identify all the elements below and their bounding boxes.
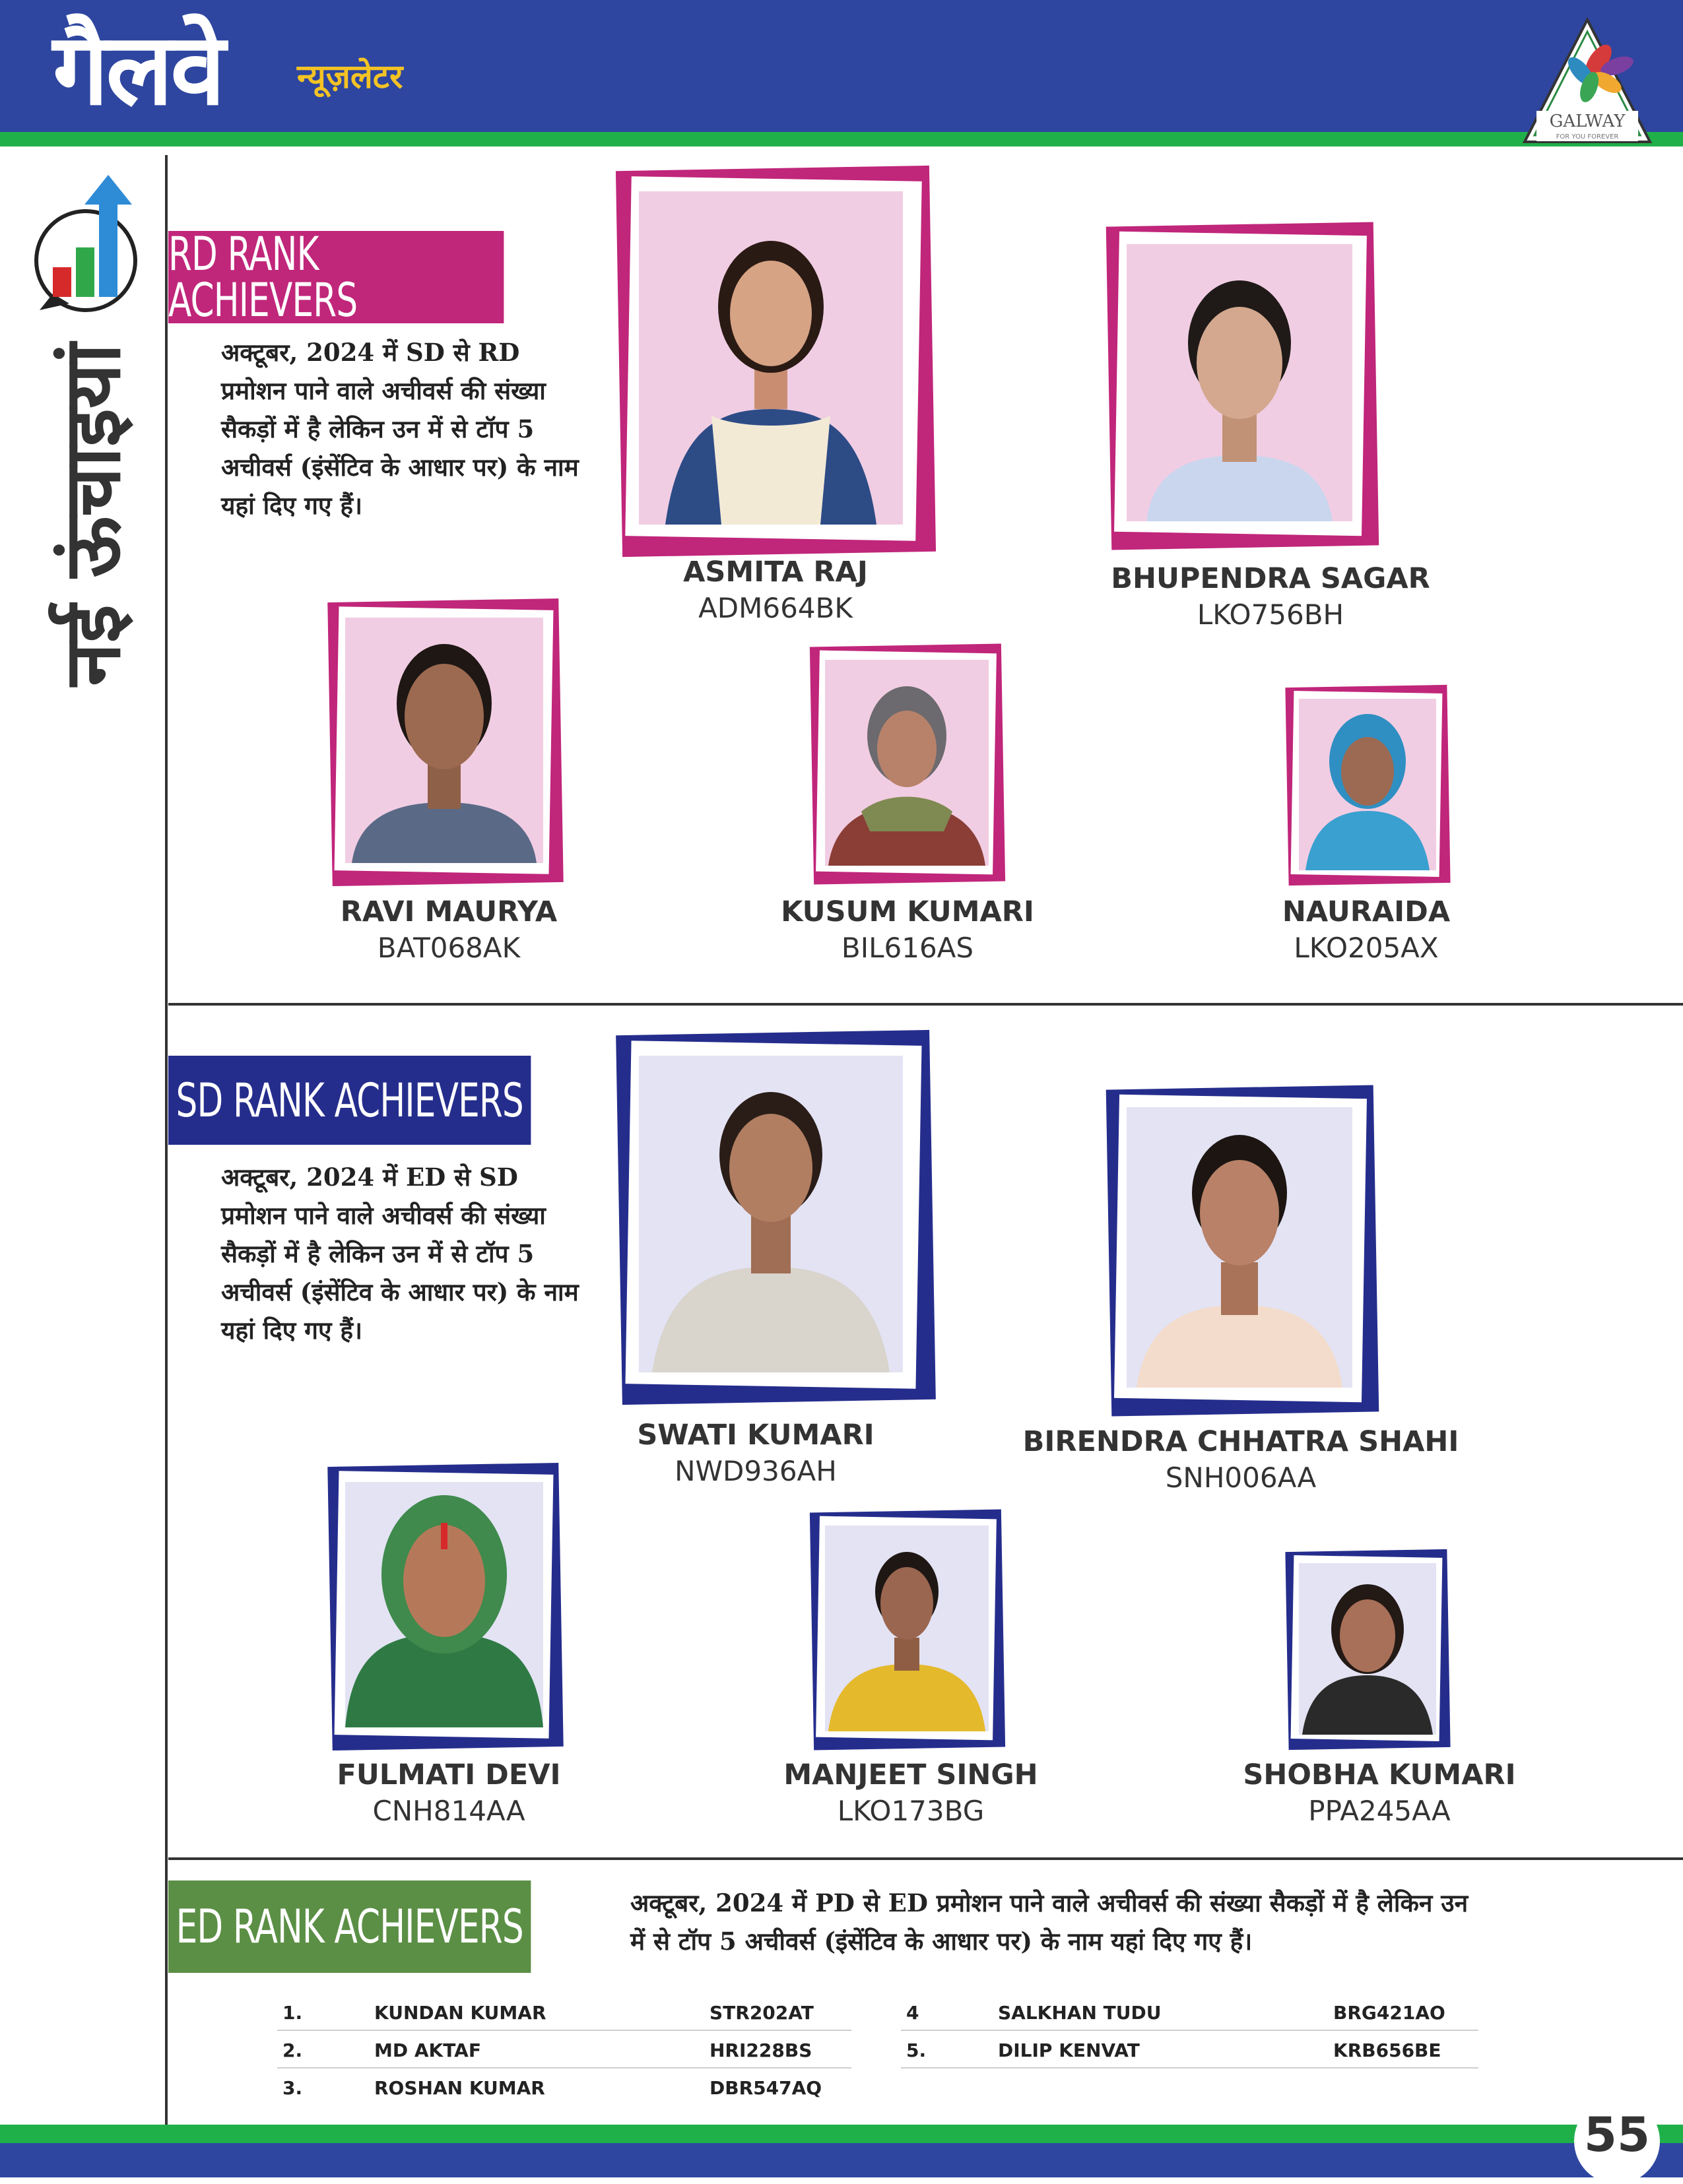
- rd-banner: [168, 227, 504, 327]
- rd-achiever-name-1: ASMITA RAJ: [683, 556, 868, 589]
- rd-banner-title: RD RANK ACHIEVERS: [168, 227, 358, 327]
- newsletter-brand: गैलवे: [53, 11, 223, 127]
- rd-achiever-name-5: NAURAIDA: [1282, 895, 1451, 928]
- ed-row-num: 5.: [906, 2039, 927, 2061]
- ed-row-code: BRG421AO: [1333, 2002, 1445, 2024]
- ed-row-code: DBR547AQ: [710, 2077, 822, 2099]
- sd-photo-5: [1287, 1551, 1449, 1749]
- ed-banner-title: ED RANK ACHIEVERS: [176, 1900, 523, 1954]
- header-stripe: [0, 132, 1683, 146]
- ed-row-name: ROSHAN KUMAR: [374, 2077, 545, 2099]
- sd-achiever-code-2: SNH006AA: [1165, 1461, 1317, 1494]
- rd-achiever-code-5: LKO205AX: [1294, 932, 1439, 964]
- ed-table-row: [277, 1993, 851, 2031]
- sd-description: अक्टूबर, 2024 में ED से SD प्रमोशन पाने वाले अचीवर्स की संख्या सैकड़ों में है लेकिन उन में से टॉप 5 अचीवर्स (इंसेंटिव के आधार पर) के नाम यहां दिए गए हैं।: [221, 1163, 579, 1345]
- rd-photo-2: [1109, 224, 1376, 548]
- sd-photo-2: [1109, 1087, 1376, 1414]
- rd-achiever-name-3: RAVI MAURYA: [340, 895, 558, 928]
- ed-row-name: DILIP KENVAT: [998, 2039, 1140, 2061]
- sd-photo-1: [619, 1033, 933, 1402]
- sd-banner-title: SD RANK ACHIEVERS: [176, 1073, 523, 1128]
- sd-photo-3: [330, 1465, 561, 1749]
- ed-table-row: [277, 2068, 851, 2105]
- sd-achiever-code-1: NWD936AH: [675, 1455, 837, 1487]
- sd-achiever-name-1: SWATI KUMARI: [637, 1419, 874, 1452]
- rd-photo-1: [619, 168, 933, 554]
- section-divider-1: [168, 1003, 1683, 1006]
- sd-photo-4: [812, 1511, 1003, 1749]
- rd-achiever-code-1: ADM664BK: [698, 592, 853, 624]
- growth-chart-icon: [33, 168, 145, 320]
- rd-achiever-code-4: BIL616AS: [841, 932, 974, 964]
- ed-row-num: 3.: [282, 2077, 303, 2099]
- rd-photo-4: [812, 645, 1003, 883]
- rd-photo-5: [1287, 686, 1449, 884]
- header-bar: [0, 0, 1683, 132]
- sd-achiever-code-5: PPA245AA: [1308, 1795, 1451, 1827]
- rd-description: अक्टूबर, 2024 में SD से RD प्रमोशन पाने वाले अचीवर्स की संख्या सैकड़ों में है लेकिन उन में से टॉप 5 अचीवर्स (इंसेंटिव के आधार पर) के नाम यहां दिए गए हैं।: [221, 338, 579, 520]
- rd-achiever-name-4: KUSUM KUMARI: [781, 895, 1034, 928]
- sd-banner: [168, 1056, 531, 1145]
- rd-achiever-code-3: BAT068AK: [377, 932, 521, 964]
- sd-achiever-code-3: CNH814AA: [372, 1795, 525, 1827]
- logo-text: GALWAY: [1549, 112, 1626, 131]
- ed-description: अक्टूबर, 2024 में PD से ED प्रमोशन पाने वाले अचीवर्स की संख्या सैकड़ों में है लेकिन उन में से टॉप 5 अचीवर्स (इंसेंटिव के आधार पर) के नाम यहां दिए गए हैं।: [630, 1888, 1468, 1956]
- sd-achiever-name-5: SHOBHA KUMARI: [1243, 1758, 1516, 1791]
- galway-logo: [1518, 13, 1657, 145]
- footer-bar: [0, 2143, 1683, 2177]
- side-title-text: नई ऊंचाइयां: [46, 343, 138, 686]
- ed-row-name: KUNDAN KUMAR: [374, 2002, 546, 2024]
- ed-row-num: 4: [906, 2002, 919, 2024]
- newsletter-subtitle: न्यूज़लेटर: [297, 57, 403, 96]
- ed-row-num: 1.: [282, 2002, 303, 2024]
- ed-banner: [168, 1880, 531, 1973]
- footer-stripe: [0, 2125, 1683, 2143]
- rd-photo-3: [330, 600, 561, 884]
- ed-table-row: [901, 2030, 1478, 2069]
- rd-achiever-name-2: BHUPENDRA SAGAR: [1111, 562, 1430, 595]
- logo-tagline: FOR YOU FOREVER: [1556, 133, 1619, 141]
- ed-row-code: STR202AT: [710, 2002, 814, 2024]
- ed-table-row: [277, 2030, 851, 2069]
- ed-row-name: SALKHAN TUDU: [998, 2002, 1162, 2024]
- section-divider-2: [168, 1857, 1683, 1860]
- sd-achiever-name-3: FULMATI DEVI: [337, 1758, 561, 1791]
- sd-achiever-name-2: BIRENDRA CHHATRA SHAHI: [1022, 1425, 1459, 1458]
- side-title: [13, 343, 165, 686]
- ed-table-row: [901, 1993, 1478, 2031]
- page-number: 55: [1583, 2107, 1651, 2162]
- ed-row-name: MD AKTAF: [374, 2039, 481, 2061]
- sd-achiever-name-4: MANJEET SINGH: [783, 1758, 1038, 1791]
- ed-row-code: HRI228BS: [710, 2039, 812, 2061]
- sd-achiever-code-4: LKO173BG: [837, 1795, 985, 1827]
- rd-achiever-code-2: LKO756BH: [1197, 598, 1344, 631]
- ed-row-num: 2.: [282, 2039, 303, 2061]
- side-rail-line: [165, 155, 168, 2128]
- ed-row-code: KRB656BE: [1333, 2039, 1441, 2061]
